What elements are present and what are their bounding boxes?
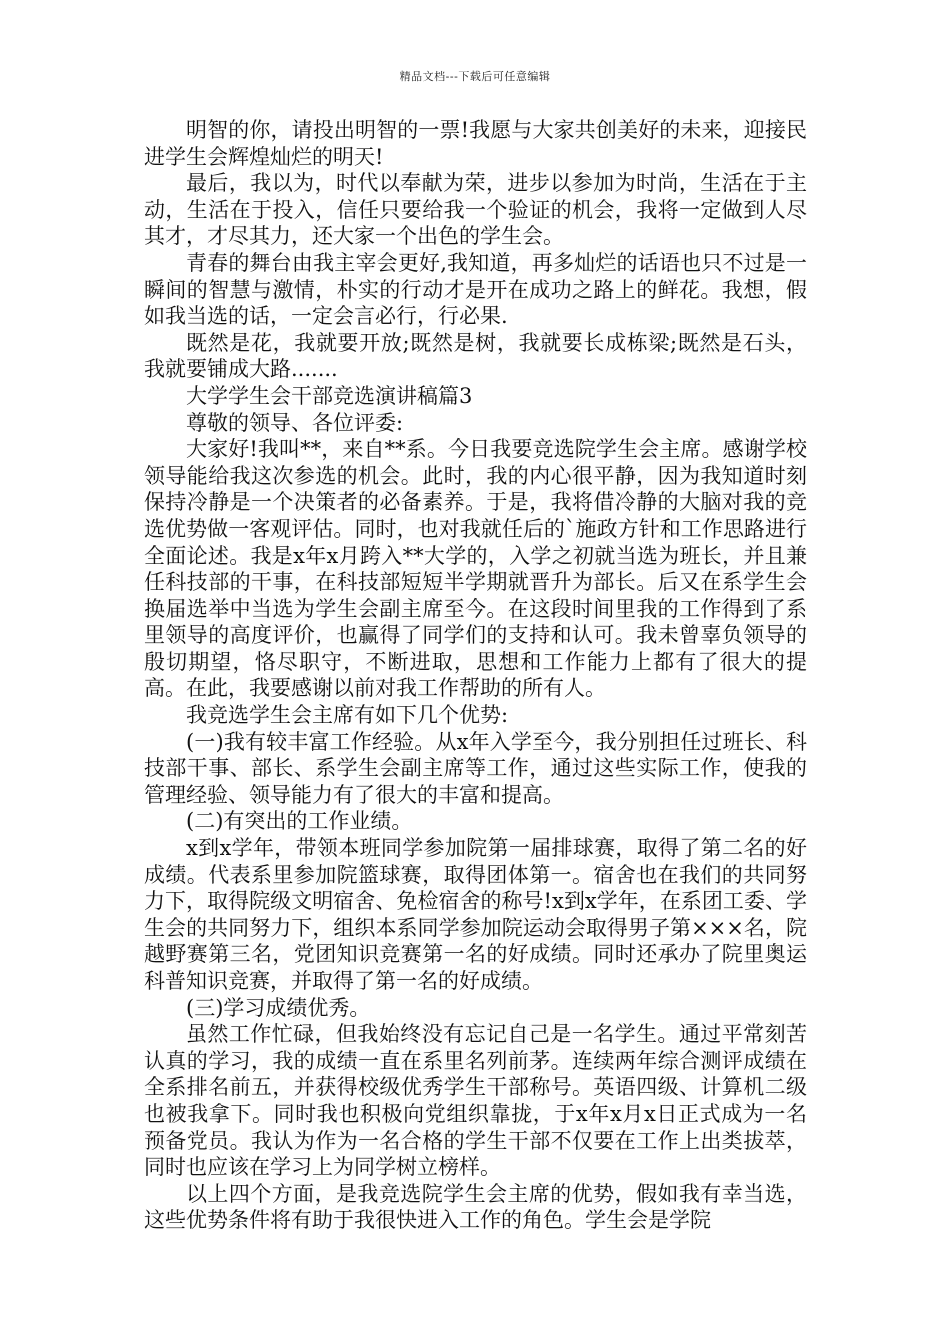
- paragraph: 我竞选学生会主席有如下几个优势:: [186, 703, 509, 728]
- paragraph: x到x学年，带领本班同学参加院第一届排球赛，取得了第二名的好成绩。代表系里参加院篮球赛，取得团体第一。宿舍也在我们的共同努力下，取得院级文明宿舍、免检宿舍的称号!x到x学年，在系团工委、学生会的共同努力下，组织本系同学参加院运动会取得男子第×××名，院越野赛第三名，党团知识竞赛第一名的好成绩。同时还承办了院里奥运科普知识竞赛，并取得了第一名的好成绩。: [144, 836, 807, 993]
- header-note: 精品文档---下载后可任意编辑: [399, 70, 551, 83]
- paragraph: 明智的你，请投出明智的一票!我愿与大家共创美好的未来，迎接民进学生会辉煌灿烂的明天!: [144, 118, 807, 169]
- paragraph: 虽然工作忙碌，但我始终没有忘记自己是一名学生。通过平常刻苦认真的学习，我的成绩一直在系里名列前茅。连续两年综合测评成绩在全系排名前五，并获得校级优秀学生干部称号。英语四级、计算机二级也被我拿下。同时我也积极向党组织靠拢，于x年x月x日正式成为一名预备党员。我认为作为一名合格的学生干部不仅要在工作上出类拔萃，同时也应该在学习上为同学树立榜样。: [144, 1022, 807, 1180]
- paragraph: 最后，我以为，时代以奉献为荣，进步以参加为时尚，生活在于主动，生活在于投入，信任只要给我一个验证的机会，我将一定做到人尽其才，才尽其力，还大家一个出色的学生会。: [144, 171, 807, 249]
- section-heading: 大学学生会干部竞选演讲稿篇3: [186, 383, 473, 408]
- subheading: (二)有突出的工作业绩。: [186, 809, 413, 834]
- subheading: (三)学习成绩优秀。: [186, 995, 371, 1020]
- paragraph: 以上四个方面，是我竞选院学生会主席的优势，假如我有幸当选，这些优势条件将有助于我很快进入工作的角色。学生会是学院: [144, 1181, 807, 1233]
- salutation: 尊敬的领导、各位评委:: [186, 410, 404, 435]
- paragraph: 既然是花，我就要开放;既然是树，我就要长成栋梁;既然是石头，我就要铺成大路.......: [144, 330, 807, 382]
- paragraph: 青春的舞台由我主宰会更好,我知道，再多灿烂的话语也只不过是一瞬间的智慧与激情，朴实的行动才是开在成功之路上的鲜花。我想，假如我当选的话，一定会言必行，行必果.: [144, 250, 807, 329]
- paragraph: (一)我有较丰富工作经验。从x年入学至今，我分别担任过班长、科技部干事、部长、系学生会副主席等工作，通过这些实际工作，使我的管理经验、领导能力有了很大的丰富和提高。: [144, 729, 807, 807]
- document-body: [144, 117, 807, 1234]
- paragraph: 大家好!我叫**，来自**系。今日我要竞选院学生会主席。感谢学校领导能给我这次参选的机会。此时，我的内心很平静，因为我知道时刻保持冷静是一个决策者的必备素养。于是，我将借冷静的大脑对我的竞选优势做一客观评估。同时，也对我就任后的`施政方针和工作思路进行全面论述。我是x年x月跨入**大学的，入学之初就当选为班长，并且兼任科技部的干事，在科技部短短半学期就晋升为部长。后又在系学生会换届选举中当选为学生会副主席至今。在这段时间里我的工作得到了系里领导的高度评价，也赢得了同学们的支持和认可。我未曾辜负领导的殷切期望，恪尽职守，不断进取，思想和工作能力上都有了很大的提高。在此，我要感谢以前对我工作帮助的所有人。: [144, 437, 807, 701]
